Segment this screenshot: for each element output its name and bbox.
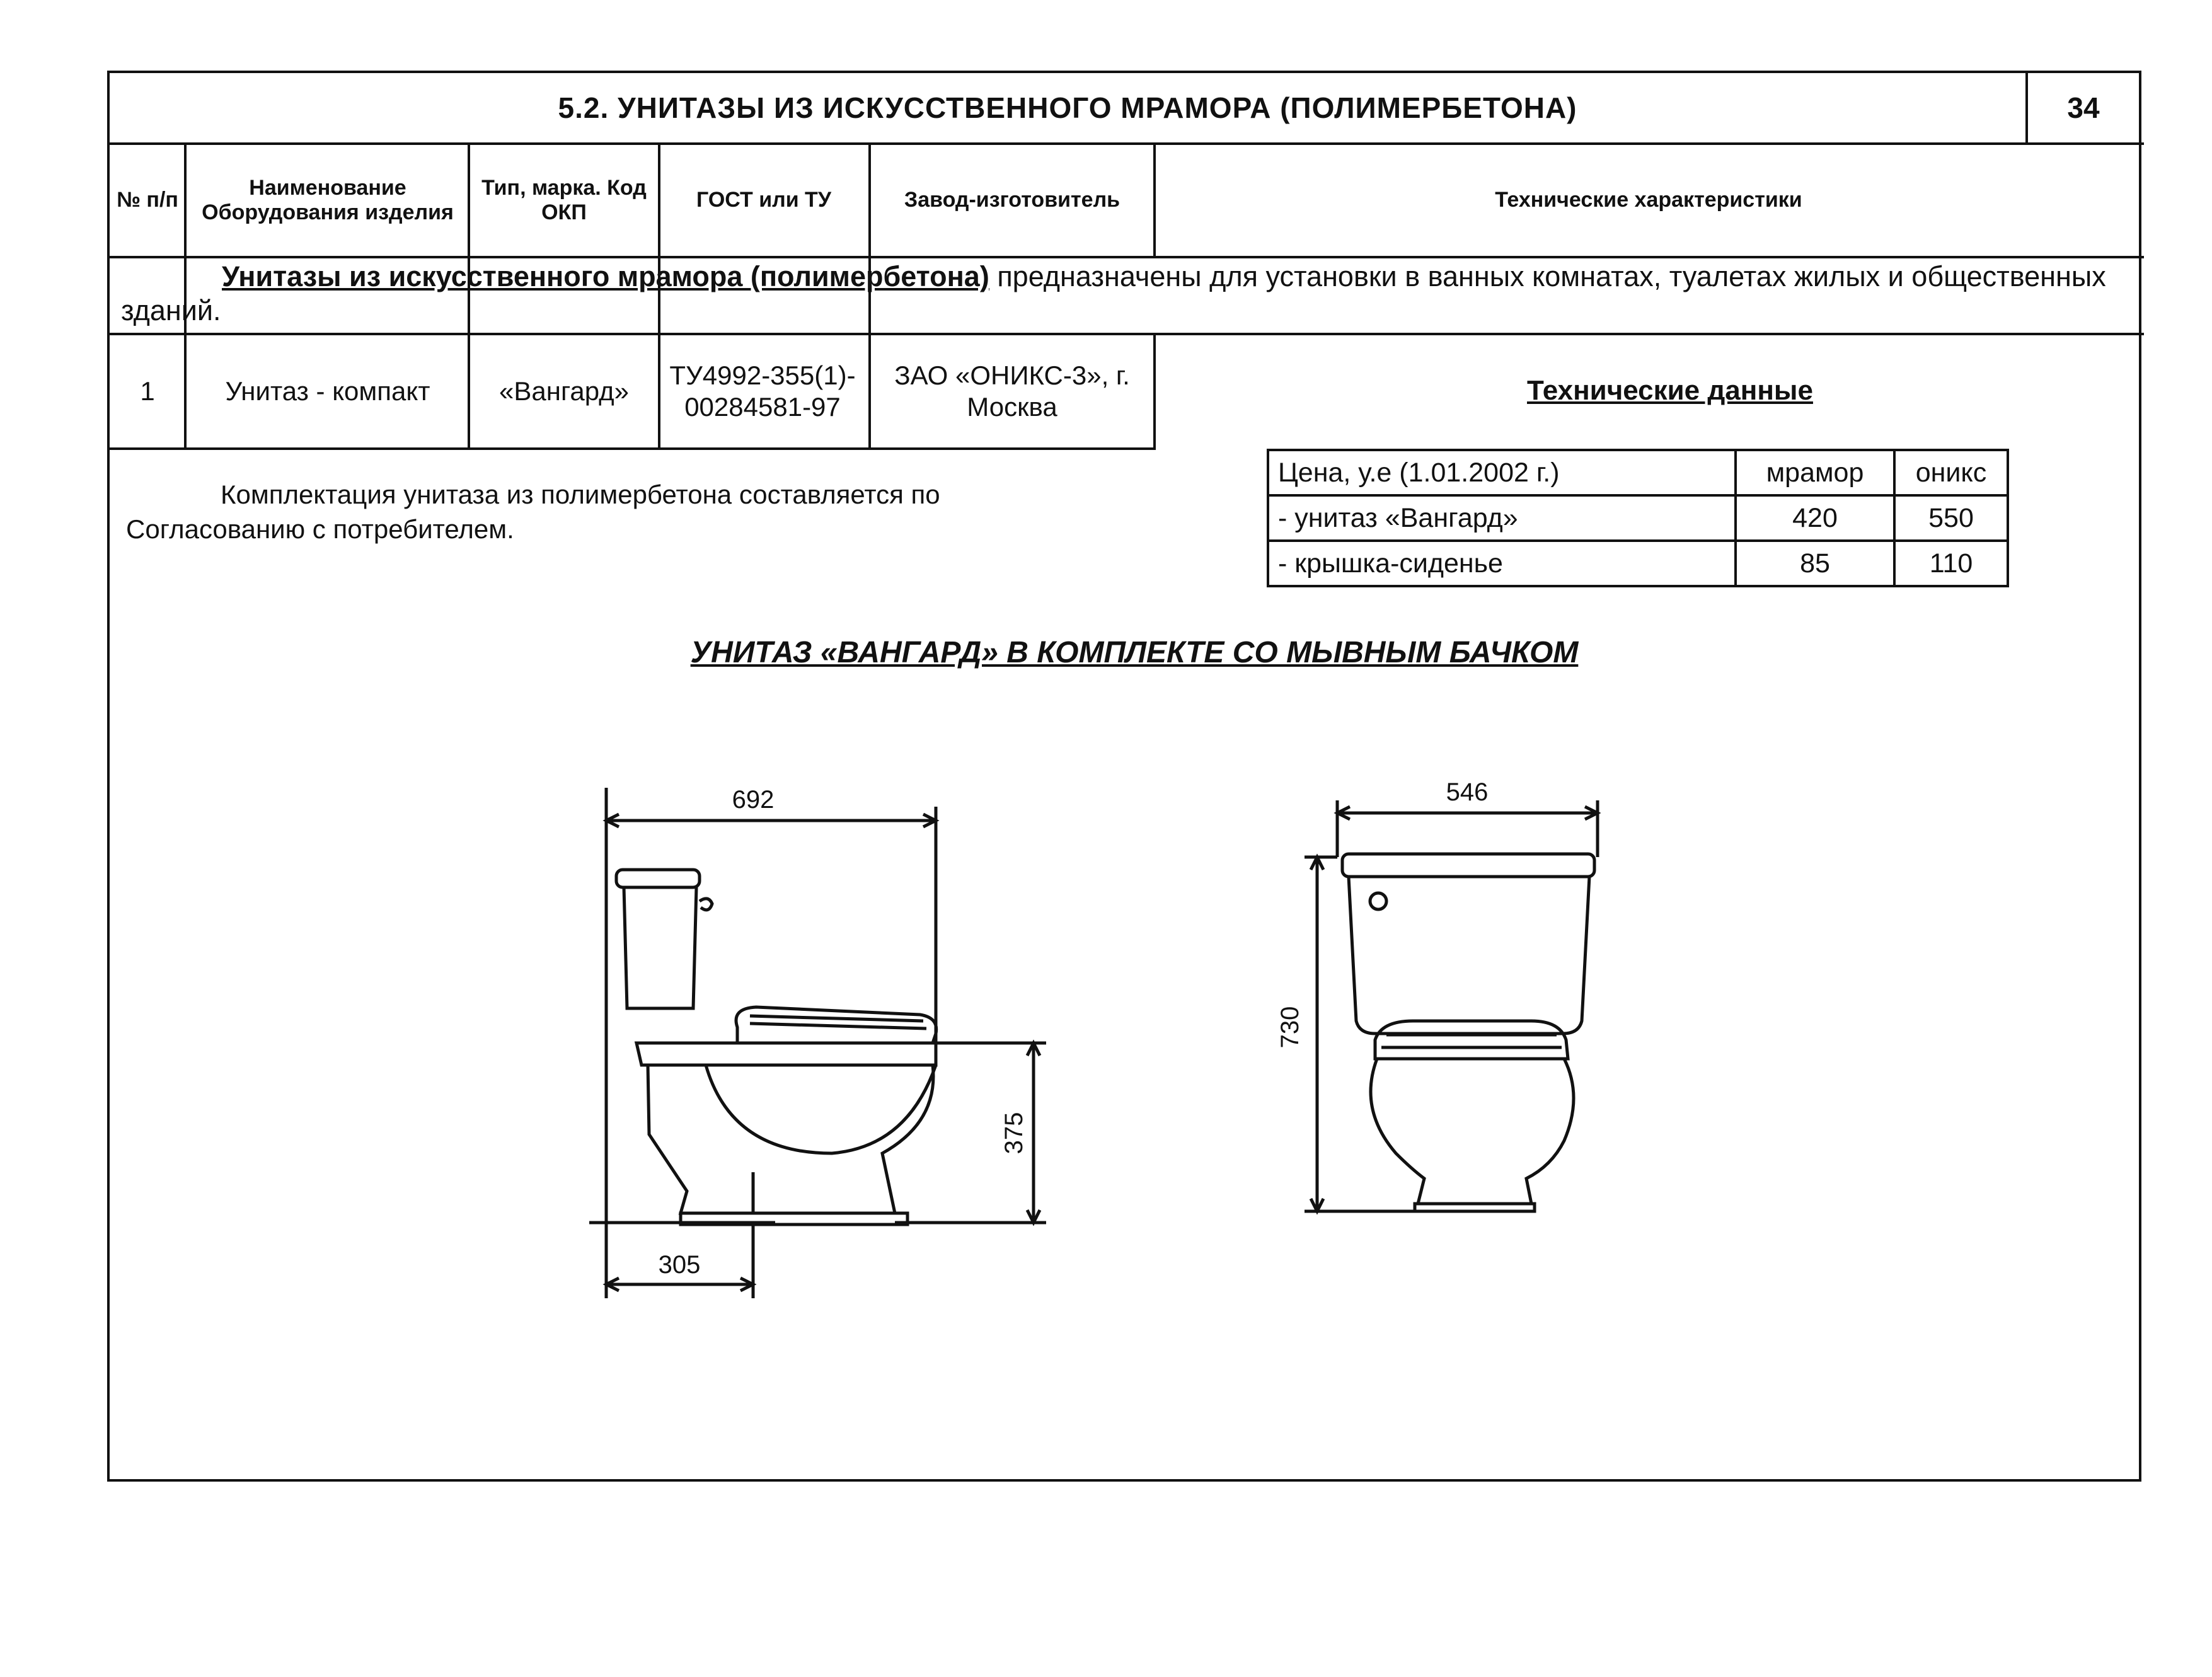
dim-side-length: 692 [732,786,775,814]
front-view-drawing [1235,763,1664,1242]
col-header-name: Наименование Оборудования изделия [202,175,454,224]
price-onyx-value: 110 [1894,541,2008,586]
price-item-label: - крышка-сиденье [1268,541,1736,586]
dim-total-height: 730 [1276,1006,1304,1049]
intro-rest: предназначены для установки в ванных комнатах, туалетах жилых и общественных зданий. [121,260,2106,326]
page-title: 5.2. УНИТАЗЫ ИЗ ИСКУССТВЕННОГО МРАМОРА (ПОЛИМЕРБЕТОНА) [558,91,1577,124]
intro-paragraph [121,260,2138,330]
row-name: Унитаз - компакт [225,376,430,406]
dim-wall-offset: 305 [658,1251,701,1279]
col-header-num: № п/п [117,188,178,212]
col-divider [1153,142,1156,257]
price-table [1267,449,2009,587]
price-marble-value: 85 [1736,541,1894,586]
col-header-type: Тип, марка. Код ОКП [481,175,647,224]
price-item-label: - унитаз «Вангард» [1268,495,1736,541]
tech-data-title: Технические данные [1527,375,1813,406]
row-right-line [1153,333,1156,450]
row-num: 1 [140,376,155,406]
dim-seat-height: 375 [1000,1112,1028,1155]
price-header-onyx: оникс [1894,450,2008,495]
col-header-maker: Завод-изготовитель [904,188,1120,212]
drawing-title: УНИТАЗ «ВАНГАРД» В КОМПЛЕКТЕ СО МЫВНЫМ БАЧКОМ [690,635,1579,669]
price-onyx-value: 550 [1894,495,2008,541]
page-number: 34 [2067,91,2100,124]
row-bottom-line [107,447,1156,450]
price-header-marble: мрамор [1736,450,1894,495]
side-view-drawing [567,769,1134,1336]
col-header-tech: Технические характеристики [1495,188,1802,212]
intro-bold: Унитазы из искусственного мрамора (полимербетона) [222,260,989,292]
col-header-gost: ГОСТ или ТУ [696,188,831,212]
dim-front-width: 546 [1446,778,1489,806]
price-header-row [1268,450,2008,495]
price-header-label: Цена, у.е (1.01.2002 г.) [1268,450,1736,495]
price-row [1268,541,2008,586]
price-row [1268,495,2008,541]
note-text: Комплектация унитаза из полимербетона составляется по Согласованию с потребителем. [126,480,940,544]
header-bottom-line [107,256,2144,258]
row-type: «Вангард» [499,376,629,406]
price-marble-value: 420 [1736,495,1894,541]
row-maker: ЗАО «ОНИКС-3», г. Москва [894,360,1130,422]
row-gost: ТУ4992-355(1)-00284581-97 [669,360,856,422]
